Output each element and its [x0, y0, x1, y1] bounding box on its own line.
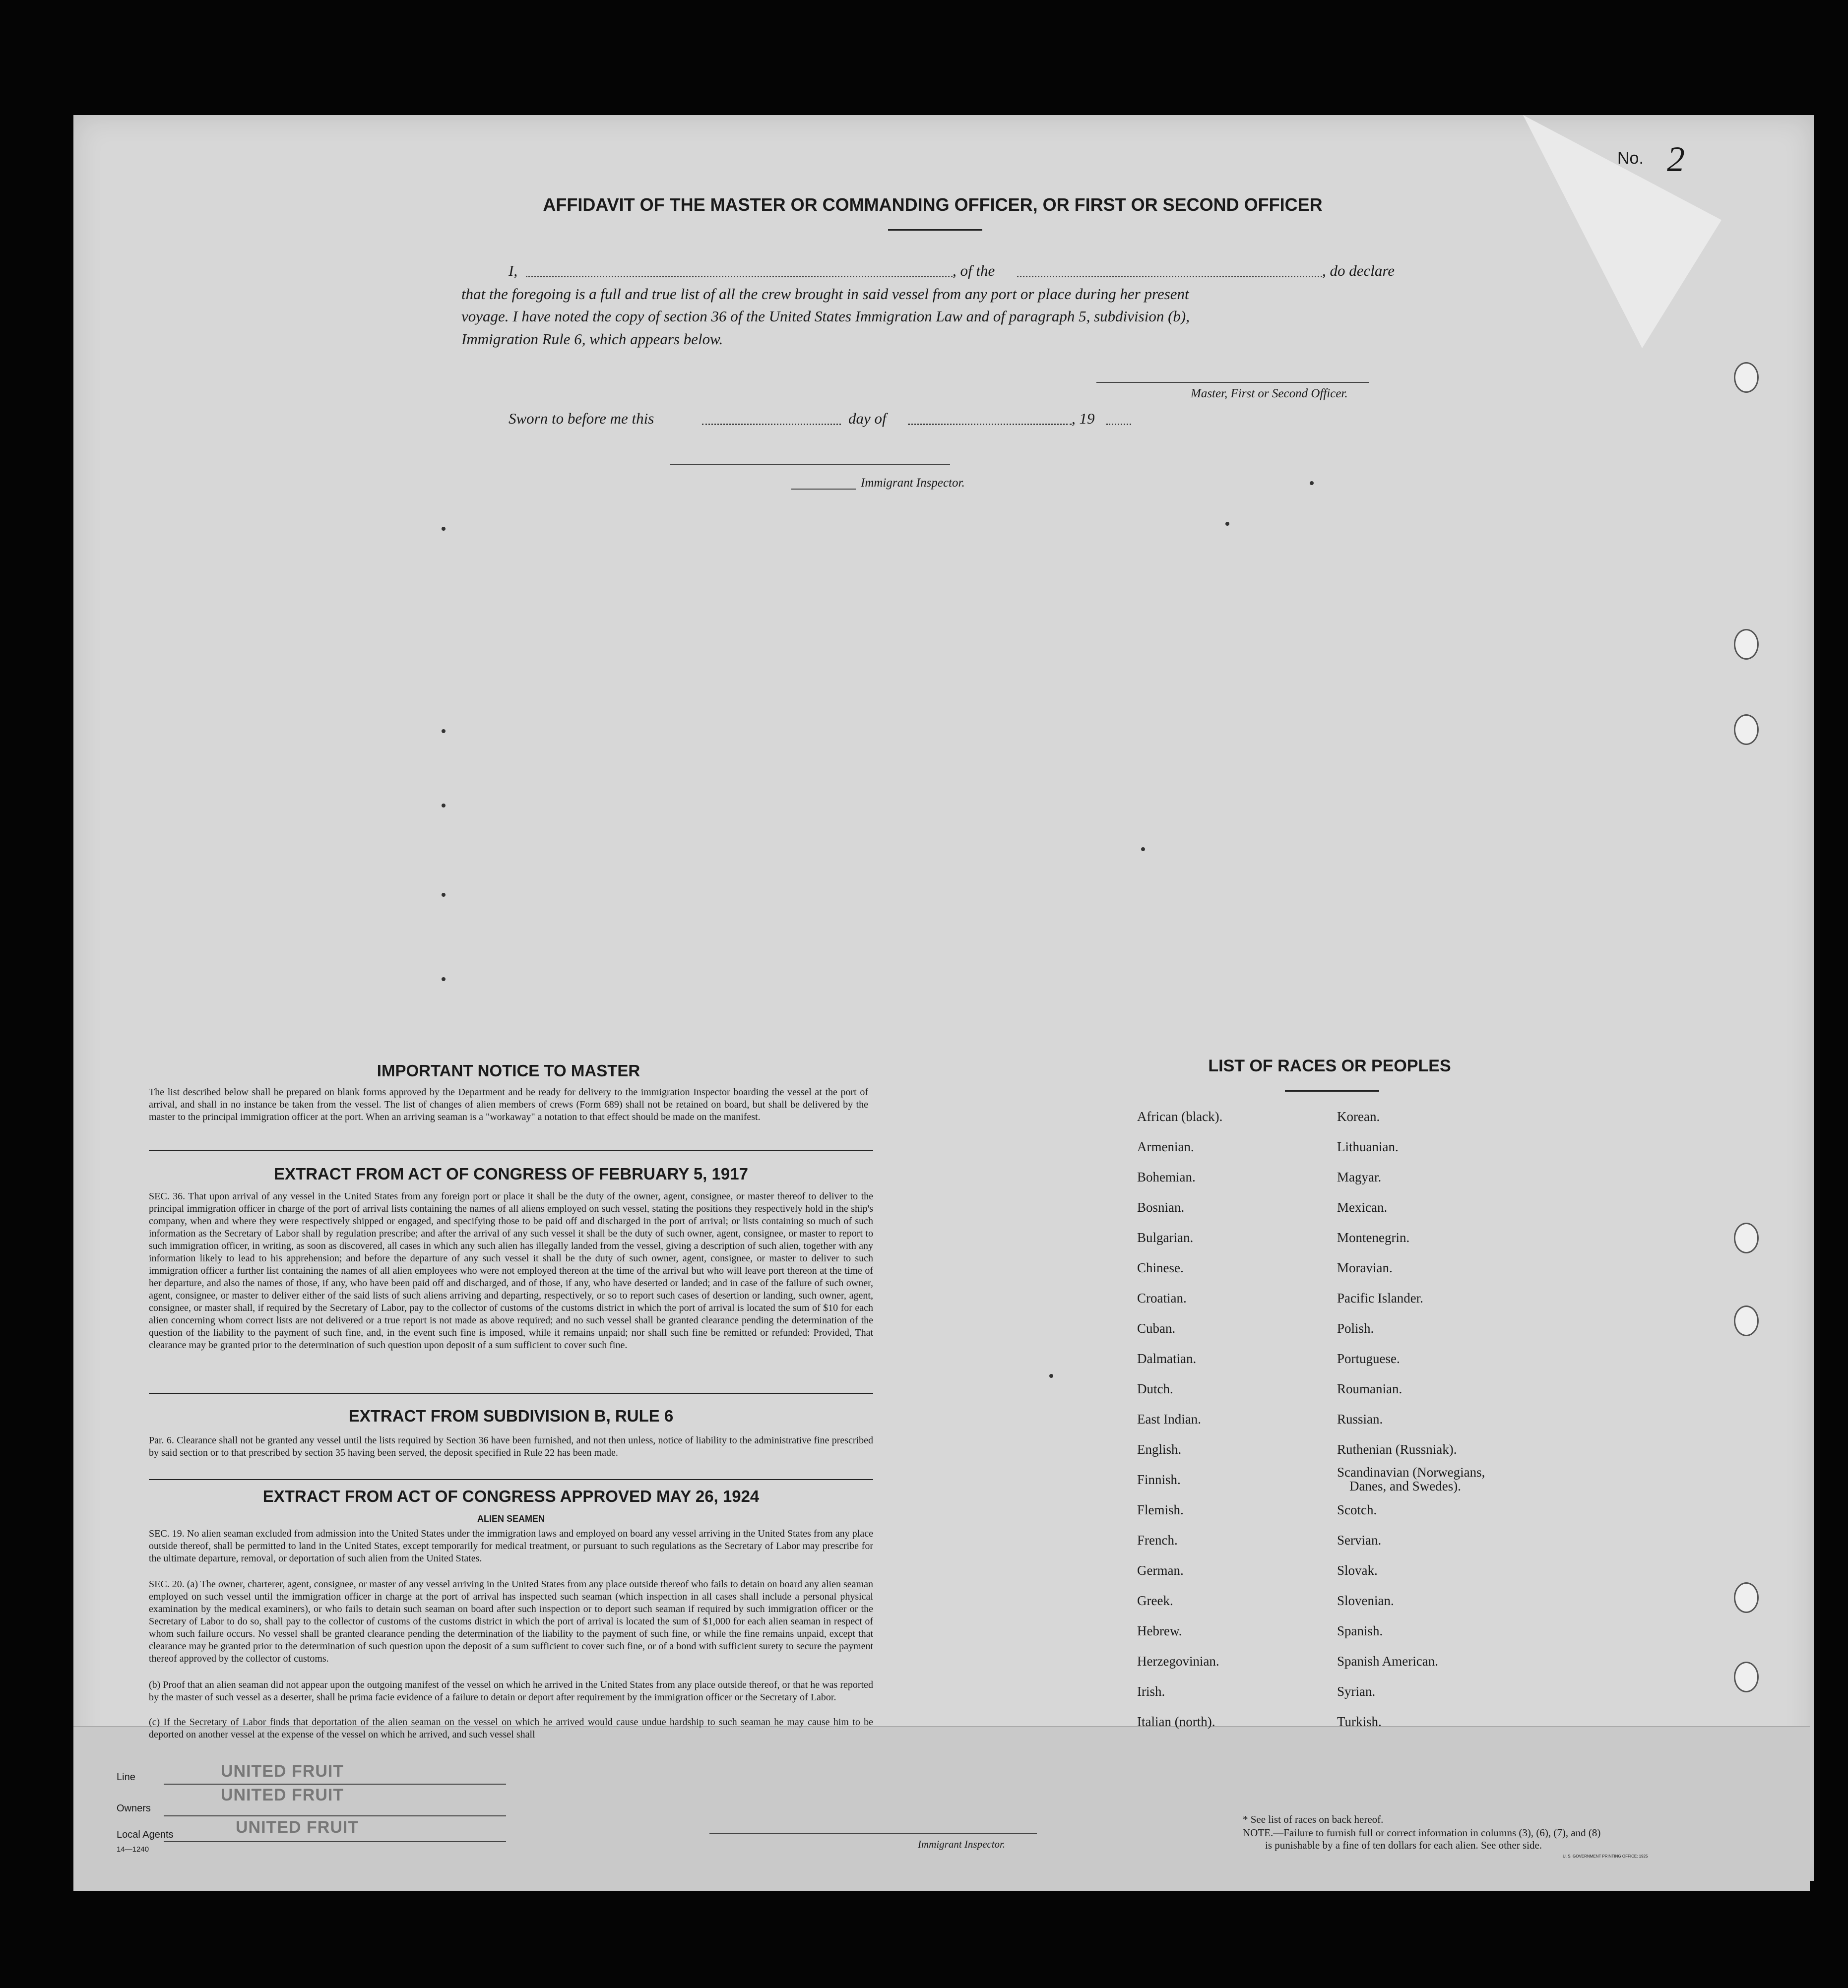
sworn-year-blank: [1106, 424, 1131, 425]
owners-label: Owners: [117, 1803, 151, 1814]
race-item: Dalmatian.: [1137, 1351, 1197, 1366]
notice-title: IMPORTANT NOTICE TO MASTER: [377, 1061, 640, 1080]
printing-office: U. S. GOVERNMENT PRINTING OFFICE: 1925: [1563, 1854, 1648, 1859]
race-item: Turkish.: [1337, 1714, 1382, 1729]
affidavit-title: AFFIDAVIT OF THE MASTER OR COMMANDING OFFICER, OR FIRST OR SECOND OFFICER: [543, 194, 1323, 215]
binder-hole: [1734, 1582, 1759, 1613]
race-item: French.: [1137, 1533, 1178, 1548]
line-stamp: UNITED FRUIT: [221, 1762, 344, 1781]
inspector-signature-line: [670, 464, 950, 465]
race-item: Finnish.: [1137, 1472, 1181, 1487]
binder-hole: [1734, 714, 1759, 745]
agents-stamp: UNITED FRUIT: [236, 1818, 359, 1837]
extract-1924-title: EXTRACT FROM ACT OF CONGRESS APPROVED MAY 26, 1924: [262, 1487, 760, 1505]
master-signature-caption: Master, First or Second Officer.: [1191, 387, 1348, 400]
sworn-day-blank: [702, 424, 841, 425]
race-item: Herzegovinian.: [1137, 1654, 1219, 1669]
race-item: Slovak.: [1337, 1563, 1378, 1578]
affidavit-line4: Immigration Rule 6, which appears below.: [461, 330, 723, 348]
form-number: 14—1240: [117, 1845, 149, 1854]
notice-text: The list described below shall be prepared on blank forms approved by the Department and be ready for delivery to the immigration Inspector boarding the vessel at the port of arrival, and shall in no instance be taken from the vessel. The list of changes of alien members of crews (Form 689) shall not be retained on board, but shall be delivered by the master to the principal immigration officer at the port. When an arriving seaman is a "workaway" a notation to that effect should be made on the manifest.: [149, 1087, 868, 1122]
owners-stamp: UNITED FRUIT: [221, 1786, 344, 1804]
race-item: Lithuanian.: [1337, 1139, 1399, 1154]
race-item: Roumanian.: [1337, 1381, 1402, 1396]
sworn-month-blank: [908, 424, 1072, 425]
extract-1917-divider: [149, 1393, 873, 1394]
race-item: Croatian.: [1137, 1291, 1187, 1305]
binder-hole: [1734, 1662, 1759, 1692]
race-item: Flemish.: [1137, 1502, 1184, 1517]
affidavit-line1-end: , do declare: [1322, 262, 1395, 279]
extract-1924-subtitle: ALIEN SEAMEN: [477, 1514, 545, 1524]
race-item: Polish.: [1337, 1321, 1374, 1336]
binder-hole: [1734, 1223, 1759, 1253]
sworn-mid: day of: [848, 410, 887, 427]
extract-rule6-divider: [149, 1479, 873, 1480]
race-item: Chinese.: [1137, 1260, 1184, 1275]
extract-1924-text3: (b) Proof that an alien seaman did not appear upon the outgoing manifest of the vessel on which he arrived in the United States from any place outside thereof, or that he was reported by the master of such vessel as a deserter, shall be prima facie evidence of a failure to detain or deport after requirement by the immigration officer or the Secretary of Labor.: [149, 1679, 873, 1703]
binder-hole: [1734, 362, 1759, 393]
inspector-caption: Immigrant Inspector.: [861, 476, 965, 490]
name-blank: [526, 276, 953, 277]
binder-hole: [1734, 629, 1759, 660]
race-item: Italian (north).: [1137, 1714, 1215, 1729]
vessel-blank: [1017, 276, 1322, 277]
race-item: Moravian.: [1337, 1260, 1393, 1275]
race-item: Servian.: [1337, 1533, 1382, 1548]
race-item: Irish.: [1137, 1684, 1165, 1699]
race-item: Montenegrin.: [1337, 1230, 1410, 1245]
race-item: Bosnian.: [1137, 1200, 1185, 1215]
race-item: German.: [1137, 1563, 1184, 1578]
races-note: * See list of races on back hereof.: [1243, 1813, 1384, 1825]
agents-underline: [164, 1841, 506, 1842]
race-item: East Indian.: [1137, 1412, 1201, 1427]
race-item: Ruthenian (Russniak).: [1337, 1442, 1457, 1457]
affidavit-line1-mid: , of the: [953, 262, 995, 279]
race-item: African (black).: [1137, 1109, 1223, 1124]
race-item: Armenian.: [1137, 1139, 1194, 1154]
line-label: Line: [117, 1772, 135, 1783]
race-item: Dutch.: [1137, 1381, 1173, 1396]
master-signature-line: [1096, 382, 1369, 383]
extract-1924-text1: SEC. 19. No alien seaman excluded from admission into the United States under the immigration laws and employed on board any vessel arriving in the United States from any place outside thereof, shall be permitted to land in the United States, except temporarily for medical treatment, or pursuant to such regulations as the Secretary of Labor may prescribe for the ultimate departure, removal, or deportation of such alien from the United States.: [149, 1528, 873, 1564]
penalty-note-1: NOTE.—Failure to furnish full or correct information in columns (3), (6), (7), and (8): [1243, 1827, 1601, 1839]
race-item: Pacific Islander.: [1337, 1291, 1423, 1305]
penalty-note-2: is punishable by a fine of ten dollars for each alien. See other side.: [1265, 1839, 1542, 1851]
race-item: Slovenian.: [1337, 1593, 1394, 1608]
race-item: Syrian.: [1337, 1684, 1376, 1699]
race-item: Danes, and Swedes).: [1349, 1479, 1461, 1493]
race-item: Cuban.: [1137, 1321, 1176, 1336]
affidavit-line2: that the foregoing is a full and true list of all the crew brought in said vessel from any port or place during her present: [461, 285, 1189, 303]
affidavit-line1-start: I,: [509, 262, 518, 279]
extract-1924-text4: (c) If the Secretary of Labor finds that deportation of the alien seaman on the vessel on which he arrived would cause undue hardship to such seaman he may cause him to be deported on another vessel at the expense of the vessel on which he arrived, and such vessel shall: [149, 1717, 873, 1740]
race-item: Korean.: [1337, 1109, 1380, 1124]
title-rule: [888, 229, 982, 231]
race-item: Greek.: [1137, 1593, 1173, 1608]
race-item: Spanish American.: [1337, 1654, 1438, 1669]
race-item: English.: [1137, 1442, 1182, 1457]
notice-divider: [149, 1150, 873, 1151]
line-underline: [164, 1784, 506, 1785]
extract-1917-text: SEC. 36. That upon arrival of any vessel in the United States from any foreign port or place it shall be the duty of the owner, agent, consignee, or master thereof to deliver to the principal immigration officer in charge of the port of arrival lists containing the names of all aliens employed on such vessel, stating the positions they respectively hold in the ship's company, when and where they were respectively shipped or engaged, and specifying those to be paid off and discharged in the port of arrival; or lists containing so much of such information as the Secretary of Labor shall by regulation prescribe; and after the arrival of any such vessel it shall be the duty of such owner, agent, consignee, or master to report to such immigration officer, in writing, as soon as discovered, all cases in which any such alien has illegally landed from the vessel, giving a description of such alien, together with any information likely to lead to his apprehension; and before the departure of any such vessel it shall be the duty of such owner, agent, consignee, or master to deliver to such immigration officer a further list containing the names of all alien employees who were not employed thereon at the time of the arrival but who will leave port thereon at the time of her departure, and also the names of those, if any, who have been paid off and discharged, and of those, if any, who have deserted or landed; and in case of the failure of such owner, agent, consignee, or master to deliver either of the said lists of such aliens arriving and departing, respectively, or so to report such cases of desertion or landing, such owner, agent, consignee, or master shall, if required by the Secretary of Labor, pay to the collector of customs of the customs district in which the port of arrival is located the sum of $10 for each alien concerning whom correct lists are not delivered or a true report is not made as above required; and no such vessel shall be granted clearance pending the determination of the question of the liability to the payment of such fine, and, in the event such fine is imposed, while it remains unpaid; nor shall such fine be remitted or refunded: Provided, That clearance may be granted prior to the determination of such question upon deposit of a sum sufficient to cover such fine.: [149, 1191, 873, 1351]
extract-1924-text2: SEC. 20. (a) The owner, charterer, agent, consignee, or master of any vessel arriving in the United States from any place outside thereof who fails to detain on board any alien seaman employed on such vessel until the immigration officer in charge at the port of arrival has inspected such seaman (which inspection in all cases shall include a personal physical examination by the medical examiners), or who fails to detain such seaman on board after such inspection or to deport such seaman if required by such immigration officer or the Secretary of Labor to do so, shall pay to the collector of customs of the customs district in which the port of arrival is located the sum of $1,000 for each alien seaman in respect of whom such failure occurs. No vessel shall be granted clearance pending the determination of the liability to the payment of such fine, or while the fine remains unpaid, except that clearance may be granted prior to the determination of such question upon the deposit of a sum sufficient to cover such fine, or of a bond with sufficient surety to secure the payment thereof approved by the collector of customs.: [149, 1579, 873, 1664]
sworn-start: Sworn to before me this: [509, 410, 654, 427]
footer-strip: [73, 1726, 1810, 1891]
race-item: Scandinavian (Norwegians,: [1337, 1465, 1485, 1480]
affidavit-line3: voyage. I have noted the copy of section 36 of the United States Immigration Law and of paragraph 5, subdivision (b),: [461, 308, 1190, 325]
race-item: Hebrew.: [1137, 1623, 1182, 1638]
race-item: Scotch.: [1337, 1502, 1377, 1517]
extract-rule6-text: Par. 6. Clearance shall not be granted any vessel until the lists required by Section 36 have been furnished, and not then unless, notice of liability to the administrative fine prescribed by said section or to that prescribed by section 35 having been served, the deposit specified in Rule 22 has been made.: [149, 1435, 873, 1458]
extract-1917-title: EXTRACT FROM ACT OF CONGRESS OF FEBRUARY 5, 1917: [274, 1165, 748, 1183]
race-item: Mexican.: [1337, 1200, 1388, 1215]
race-item: Bohemian.: [1137, 1170, 1196, 1184]
race-item: Spanish.: [1337, 1623, 1383, 1638]
page-number-label: No.: [1617, 149, 1644, 168]
extract-rule6-title: EXTRACT FROM SUBDIVISION B, RULE 6: [348, 1407, 674, 1425]
races-title: LIST OF RACES OR PEOPLES: [1208, 1056, 1451, 1075]
races-title-rule: [1285, 1090, 1379, 1092]
owners-underline: [164, 1815, 506, 1816]
race-item: Portuguese.: [1337, 1351, 1400, 1366]
agents-label: Local Agents: [117, 1829, 174, 1840]
footer-inspector-caption: Immigrant Inspector.: [918, 1838, 1006, 1850]
race-item: Russian.: [1337, 1412, 1383, 1427]
sworn-end: , 19: [1072, 410, 1095, 427]
race-item: Bulgarian.: [1137, 1230, 1194, 1245]
race-item: Magyar.: [1337, 1170, 1382, 1184]
footer-inspector-line: [709, 1833, 1037, 1834]
page-number: 2: [1667, 139, 1685, 179]
binder-hole: [1734, 1305, 1759, 1336]
inspector-short-line: [791, 489, 856, 490]
